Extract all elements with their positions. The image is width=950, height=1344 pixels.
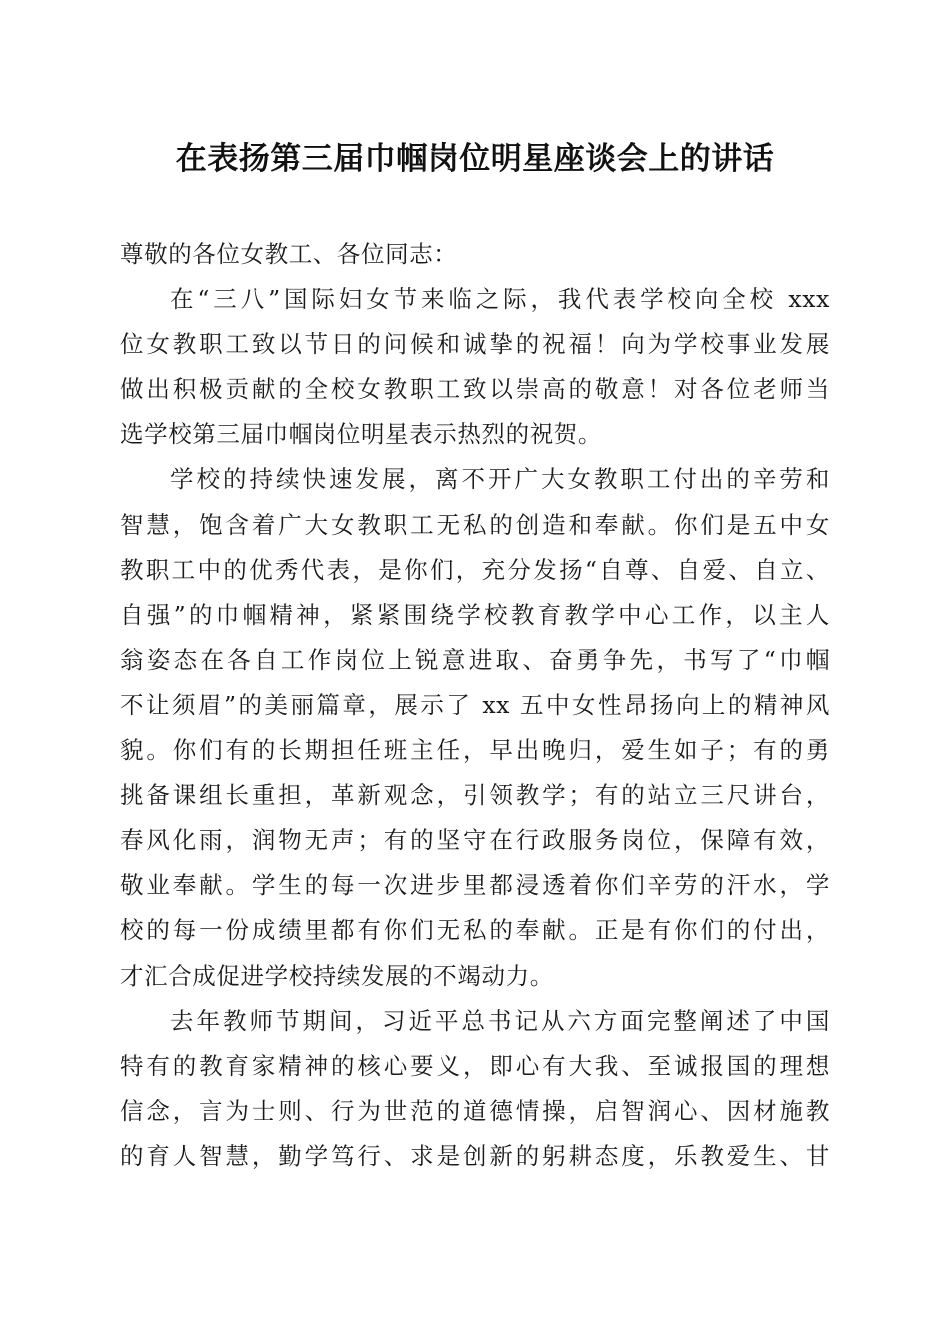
text-line: 做出积极贡献的全校女教职工致以崇高的敬意！对各位老师当 bbox=[120, 375, 830, 404]
text-line: 春风化雨，润物无声；有的坚守在行政服务岗位，保障有效， bbox=[120, 826, 830, 855]
document-title: 在表扬第三届巾帼岗位明星座谈会上的讲话 bbox=[175, 141, 775, 177]
text-line: 选学校第三届巾帼岗位明星表示热烈的祝贺。 bbox=[120, 420, 602, 449]
text-line: 校的每一份成绩里都有你们无私的奉献。正是有你们的付出， bbox=[120, 916, 830, 945]
text-line: 智慧，饱含着广大女教职工无私的创造和奉献。你们是五中女 bbox=[120, 510, 830, 539]
text-line: 挑备课组长重担，革新观念，引领教学；有的站立三尺讲台， bbox=[120, 781, 830, 810]
paragraph-first-line: 学校的持续快速发展，离不开广大女教职工付出的辛劳和 bbox=[170, 465, 830, 494]
paragraph-first-line: 在“三八”国际妇女节来临之际，我代表学校向全校 xxx bbox=[170, 285, 830, 314]
text-line: 位女教职工致以节日的问候和诚挚的祝福！向为学校事业发展 bbox=[120, 330, 830, 359]
text-line: 教职工中的优秀代表，是你们，充分发扬“自尊、自爱、自立、 bbox=[120, 555, 830, 584]
document-body bbox=[120, 232, 830, 1179]
text-line: 貌。你们有的长期担任班主任，早出晚归，爱生如子；有的勇 bbox=[120, 736, 830, 765]
text-line: 不让须眉”的美丽篇章，展示了 xx 五中女性昂扬向上的精神风 bbox=[120, 690, 830, 719]
text-line: 尊敬的各位女教工、各位同志： bbox=[120, 240, 458, 268]
text-line: 自强”的巾帼精神，紧紧围绕学校教育教学中心工作，以主人 bbox=[120, 600, 830, 629]
text-line: 敬业奉献。学生的每一次进步里都浸透着你们辛劳的汗水，学 bbox=[120, 871, 830, 900]
text-line: 特有的教育家精神的核心要义，即心有大我、至诚报国的理想 bbox=[120, 1051, 830, 1080]
text-line: 的育人智慧，勤学笃行、求是创新的躬耕态度，乐教爱生、甘 bbox=[120, 1141, 830, 1170]
text-line: 才汇合成促进学校持续发展的不竭动力。 bbox=[120, 961, 554, 990]
text-line: 信念，言为士则、行为世范的道德情操，启智润心、因材施教 bbox=[120, 1096, 830, 1125]
paragraph-first-line: 去年教师节期间，习近平总书记从六方面完整阐述了中国 bbox=[170, 1006, 830, 1035]
text-line: 翁姿态在各自工作岗位上锐意进取、奋勇争先，书写了“巾帼 bbox=[120, 645, 830, 674]
